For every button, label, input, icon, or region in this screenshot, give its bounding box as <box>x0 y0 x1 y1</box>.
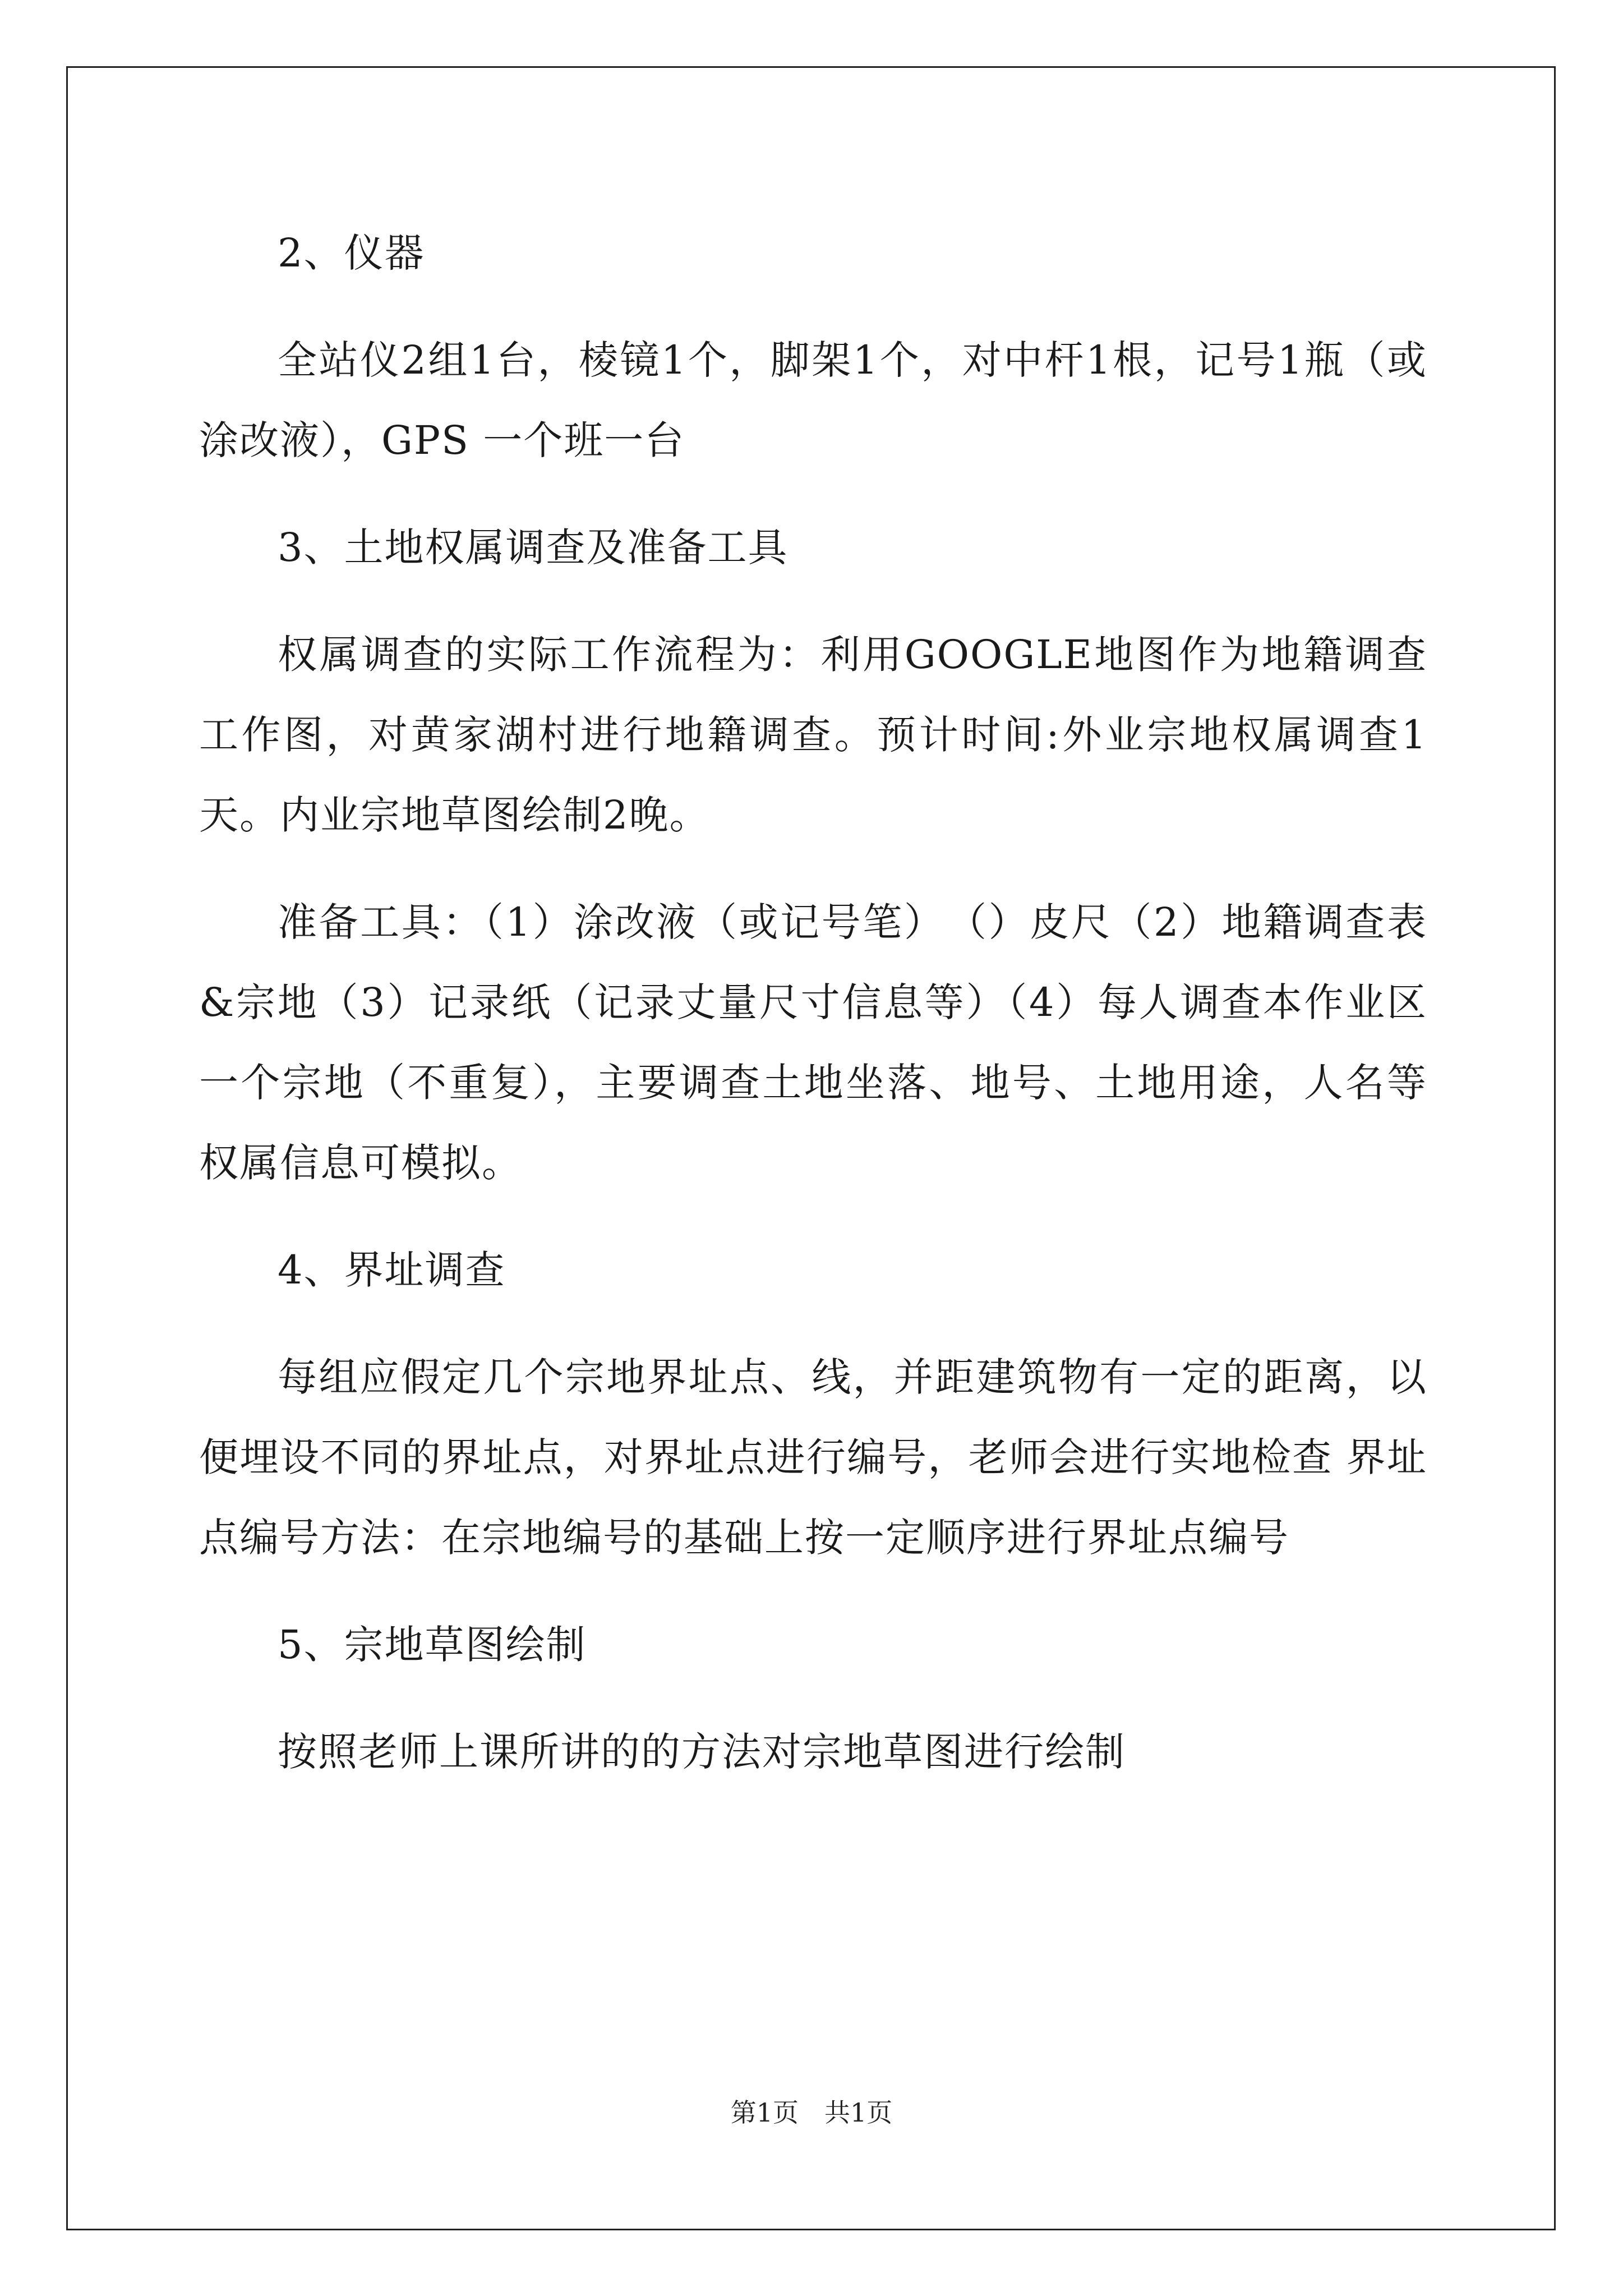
section-heading-instruments: 2、仪器 <box>278 230 425 276</box>
paragraph-sketch: 按照老师上课所讲的的方法对宗地草图进行绘制 <box>278 1729 1126 1775</box>
section-heading-sketch: 5、宗地草图绘制 <box>278 1622 587 1668</box>
paragraph-workflow: 权属调查的实际工作流程为：利用GOOGLE地图作为地籍调查工作图，对黄家湖村进行地籍调查。预计时间:外业宗地权属调查1天。内业宗地草图绘制2晚。 <box>199 632 1427 838</box>
section-heading-boundary-survey: 4、界址调查 <box>278 1247 506 1293</box>
paragraph-instruments: 全站仪2组1台，棱镜1个，脚架1个，对中杆1根，记号1瓶（或涂改液），GPS 一个班一台 <box>199 337 1427 463</box>
section-heading-ownership-survey: 3、土地权属调查及准备工具 <box>278 524 789 570</box>
paragraph-tools: 准备工具：（1）涂改液（或记号笔） （）皮尺（2）地籍调查表&宗地（3）记录纸（记录丈量尺寸信息等）（4）每人调查本作业区一个宗地（不重复），主要调查土地坐落、地号、土地用途，人名等权属信息可模拟。 <box>199 899 1427 1186</box>
page-number-footer: 第1页 共1页 <box>730 2097 893 2128</box>
document-body <box>199 213 1427 1819</box>
paragraph-boundary: 每组应假定几个宗地界址点、线，并距建筑物有一定的距离，以便埋设不同的界址点，对界址点进行编号，老师会进行实地检查 界址点编号方法：在宗地编号的基础上按一定顺序进行界址点编号 <box>199 1354 1427 1561</box>
